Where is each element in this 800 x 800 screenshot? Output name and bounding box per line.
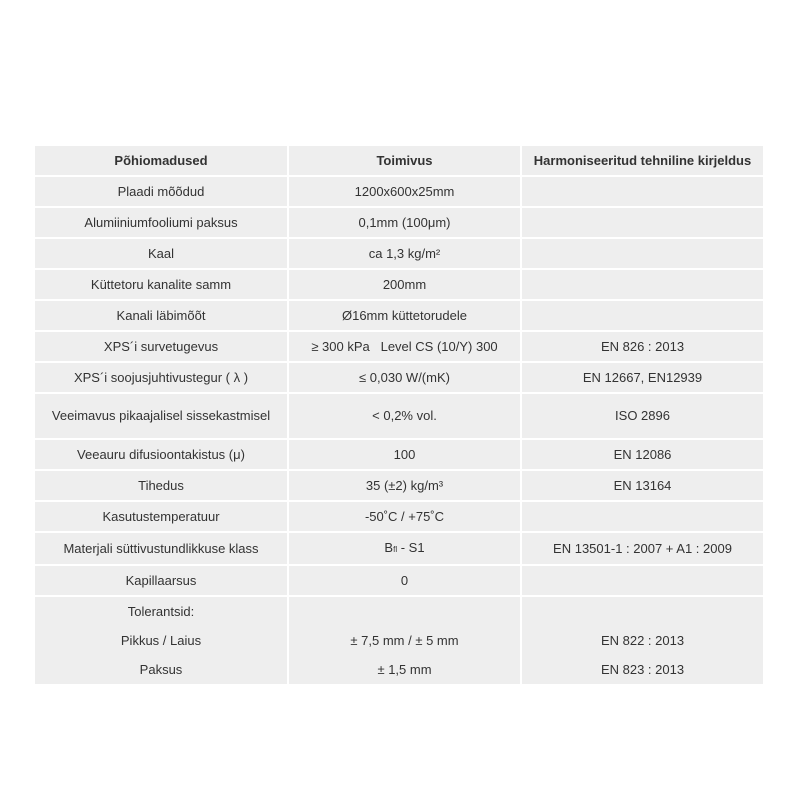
cell-standard	[522, 301, 763, 332]
cell-standard: EN 12667, EN12939	[522, 363, 763, 394]
spec-table	[35, 146, 763, 684]
cell-performance: < 0,2% vol.	[289, 394, 522, 440]
cell-standard	[522, 502, 763, 533]
cell-standard	[522, 270, 763, 301]
cell-performance: -50˚C / +75˚C	[289, 502, 522, 533]
length-width-standard: EN 822 : 2013	[600, 633, 685, 648]
cell-performance: 100	[289, 440, 522, 471]
cell-property: Kanali läbimõõt	[35, 301, 289, 332]
length-width-value: ± 7,5 mm / ± 5 mm	[350, 633, 459, 648]
table-row	[35, 440, 763, 471]
tolerances-property-cell	[35, 597, 289, 684]
table-row	[35, 239, 763, 270]
table-row	[35, 363, 763, 394]
cell-performance: Ø16mm küttetorudele	[289, 301, 522, 332]
fire-class-rest: - S1	[397, 540, 425, 555]
cell-standard: EN 826 : 2013	[522, 332, 763, 363]
fire-class-main: B	[384, 540, 394, 555]
table-row	[35, 177, 763, 208]
cell-standard	[522, 566, 763, 597]
length-width-label: Pikkus / Laius	[120, 633, 202, 648]
tolerances-performance-cell	[289, 597, 522, 684]
cell-standard	[522, 208, 763, 239]
cell-performance: 0,1mm (100μm)	[289, 208, 522, 239]
cell-property: XPS´i survetugevus	[35, 332, 289, 363]
cell-performance: 200mm	[289, 270, 522, 301]
cell-property: Tihedus	[35, 471, 289, 502]
header-standard: Harmoniseeritud tehniline kirjeldus	[522, 146, 763, 177]
cell-performance: 0	[289, 566, 522, 597]
tolerances-heading: Tolerantsid:	[127, 604, 195, 619]
cell-performance	[289, 533, 522, 566]
cell-property: Küttetoru kanalite samm	[35, 270, 289, 301]
table-row	[35, 502, 763, 533]
tolerances-row	[35, 597, 763, 684]
fire-class-sub: fl	[393, 545, 398, 554]
cell-property: Kaal	[35, 239, 289, 270]
table-row	[35, 270, 763, 301]
cell-property: Kasutustemperatuur	[35, 502, 289, 533]
cell-standard: EN 13501-1 : 2007 + A1 : 2009	[522, 533, 763, 566]
table-row	[35, 566, 763, 597]
header-row	[35, 146, 763, 177]
cell-property: Veeimavus pikaajalisel sissekastmisel	[35, 394, 289, 440]
cell-performance: 35 (±2) kg/m³	[289, 471, 522, 502]
tolerances-blank	[295, 597, 514, 626]
table-row	[35, 301, 763, 332]
cell-standard: EN 13164	[522, 471, 763, 502]
table-row	[35, 394, 763, 440]
cell-property: Plaadi mõõdud	[35, 177, 289, 208]
cell-property: Materjali süttivustundlikkuse klass	[35, 533, 289, 566]
table-row	[35, 208, 763, 239]
thickness-standard: EN 823 : 2013	[600, 662, 685, 677]
cell-property: Kapillaarsus	[35, 566, 289, 597]
header-performance: Toimivus	[289, 146, 522, 177]
cell-standard	[522, 239, 763, 270]
cell-standard: ISO 2896	[522, 394, 763, 440]
tolerances-blank	[528, 597, 757, 626]
cell-performance: ca 1,3 kg/m²	[289, 239, 522, 270]
cell-property: Veeauru difusioontakistus (μ)	[35, 440, 289, 471]
cell-property: Alumiiniumfooliumi paksus	[35, 208, 289, 239]
cell-standard: EN 12086	[522, 440, 763, 471]
header-property: Põhiomadused	[35, 146, 289, 177]
thickness-label: Paksus	[139, 662, 183, 677]
cell-performance: 1200x600x25mm	[289, 177, 522, 208]
tolerances-standard-cell	[522, 597, 763, 684]
cell-performance: ≥ 300 kPa Level CS (10/Y) 300	[289, 332, 522, 363]
thickness-value: ± 1,5 mm	[377, 662, 432, 677]
cell-performance: ≤ 0,030 W/(mK)	[289, 363, 522, 394]
cell-property: XPS´i soojusjuhtivustegur ( λ )	[35, 363, 289, 394]
table-row	[35, 332, 763, 363]
table-row	[35, 471, 763, 502]
table-row	[35, 533, 763, 566]
cell-standard	[522, 177, 763, 208]
